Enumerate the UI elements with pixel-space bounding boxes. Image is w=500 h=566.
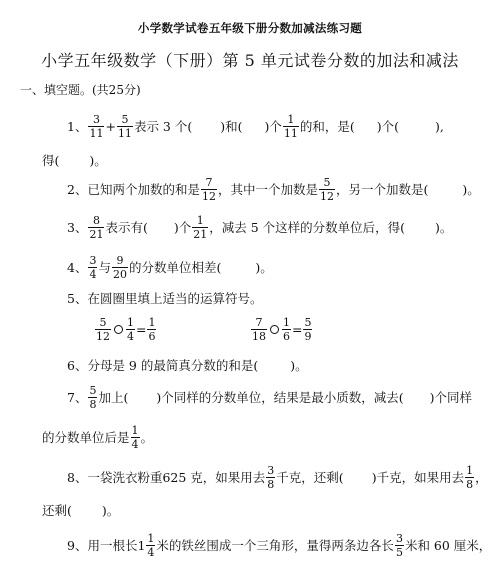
question-text: 还剩( [42,503,72,518]
question-text: 米和 60 厘米， [404,538,492,553]
question-number: 2、 [67,182,88,197]
question-text: )个同样的分数单位，结果是最小质数，减去( [156,390,404,405]
fraction: $\frac{5}{12}$ [96,316,110,343]
question-text: 的和，是( [299,119,355,134]
fraction: $\frac{7}{12}$ [201,175,216,203]
equals-sign: = [136,322,147,337]
fraction: $\frac{5}{11}$ [117,112,132,140]
question-5 [0,278,500,318]
fraction: $\frac{1}{4}$ [127,316,134,343]
plus-sign: + [105,118,116,134]
question-text: )。 [435,220,453,235]
question-text: 。 [140,430,154,445]
fraction: $\frac{3}{11}$ [89,112,104,140]
question-9 [0,525,500,565]
question-8-continued [0,490,500,530]
question-text: )千克，如果用去 [371,470,465,485]
question-text: ，减去 5 个这样的分数单位后，得( [209,220,406,235]
fraction: $\frac{1}{6}$ [148,316,156,343]
question-number: 5、 [67,291,88,306]
question-text: 用一根长 [87,538,138,553]
document-title: 小学数学试卷五年级下册分数加减法练习题 [137,21,363,35]
question-text: 的分数单位后是 [42,430,130,445]
fraction: $\frac{3}{8}$ [267,463,275,491]
question-number: 3、 [67,220,88,235]
equation-2 [250,317,313,342]
question-text: )。 [290,358,308,373]
question-text: )个 [264,119,282,134]
fraction: $\frac{3}{5}$ [395,531,403,559]
question-text: )。 [101,503,120,518]
question-text: 已知两个加数的和是 [87,182,200,197]
fraction: $\frac{5}{12}$ [319,175,334,203]
fraction: $\frac{1}{4}$ [147,531,155,559]
question-text: ，其中一个加数是 [217,182,318,197]
question-text: )个 [173,220,192,235]
question-text: )。 [255,260,273,275]
question-text: 表示 3 个( [133,119,193,134]
question-number: 6、 [67,358,88,373]
fraction: $\frac{7}{18}$ [252,316,266,343]
question-text: )个( [376,119,400,134]
question-3 [0,207,500,247]
question-text: 米的铁丝围成一个三角形，量得两条边各长 [156,538,394,553]
mixed-number-whole: 1 [137,537,146,553]
question-text: ， [475,470,488,485]
question-text: )和( [220,119,243,134]
equals-sign: = [292,322,303,337]
question-number: 4、 [67,260,88,275]
question-text: 在圆圈里填上适当的运算符号。 [87,291,263,306]
question-text: )。 [89,153,107,168]
fraction: $\frac{1}{21}$ [193,213,208,241]
fraction: $\frac{3}{4}$ [89,253,97,281]
equation-1 [94,317,157,342]
fraction: $\frac{1}{8}$ [466,463,474,491]
question-number: 7、 [67,390,88,405]
question-text: )个同样 [429,390,472,405]
question-7-continued [0,417,500,457]
question-number: 9、 [67,538,88,553]
question-text: 得( [42,153,60,168]
question-text: 一袋洗衣粉重625 克，如果用去 [87,470,266,485]
section-heading: 一、填空题。(共25分) [20,83,141,97]
question-text: 表示有( [105,220,148,235]
operator-circle[interactable] [270,325,279,334]
question-number: 8、 [67,470,88,485]
fraction: $\frac{1}{6}$ [283,316,290,343]
operator-circle[interactable] [114,325,123,334]
worksheet-title: 小学五年级数学（下册）第 5 单元试卷分数的加法和减法 [41,51,459,70]
question-text: 的分数单位相差( [128,260,222,275]
question-text: ，另一个加数是( [335,182,429,197]
fraction: $\frac{1}{4}$ [131,423,139,451]
fraction: $\frac{9}{20}$ [112,253,127,281]
question-text: 千克，还剩( [276,470,344,485]
question-text: 分母是 9 的最简真分数的和是( [87,358,259,373]
question-text: 加上( [98,390,129,405]
fraction: $\frac{5}{8}$ [89,383,97,411]
question-text: )。 [462,182,480,197]
question-text: 与 [98,260,111,275]
question-number: 1、 [67,119,88,134]
question-7 [0,377,500,417]
question-text: ), [435,118,444,134]
fraction: $\frac{5}{9}$ [304,316,312,343]
question-2 [0,169,500,209]
fraction: $\frac{8}{21}$ [89,213,104,241]
fraction: $\frac{1}{11}$ [283,112,298,140]
